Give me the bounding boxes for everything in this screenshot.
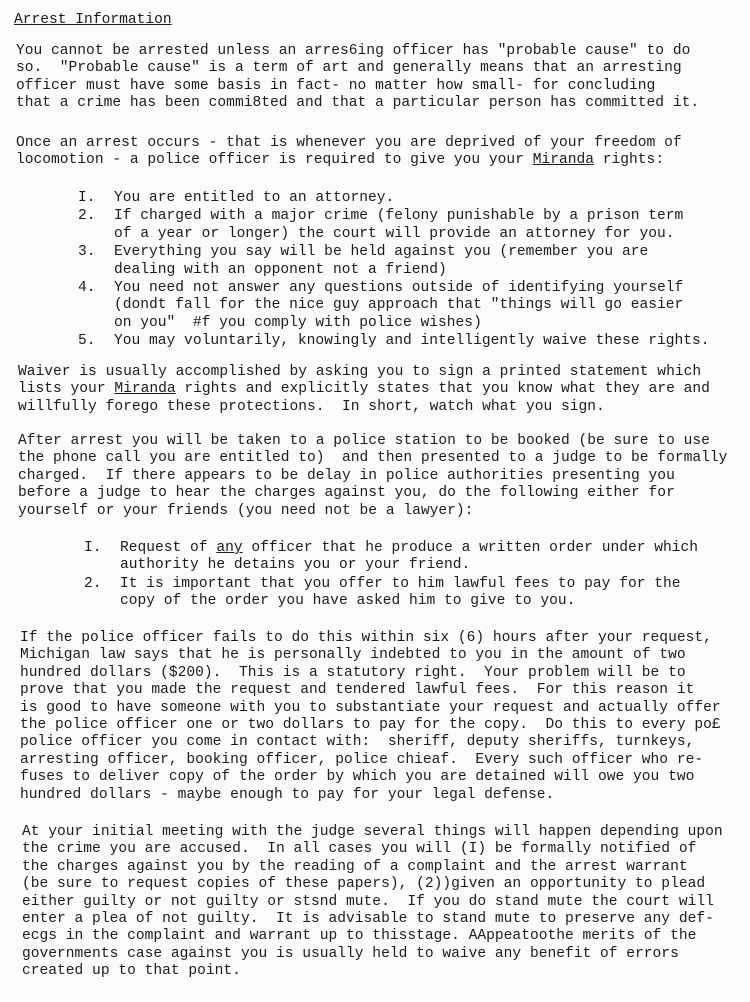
list-item-text: You are entitled to an attorney. (114, 190, 395, 206)
list-item (78, 208, 710, 243)
list-item (84, 576, 698, 611)
list-item-number: 3. (78, 244, 96, 261)
list-item (78, 190, 710, 207)
paragraph-waiver (18, 364, 710, 416)
list-item-number: 2. (78, 208, 96, 225)
list-item (84, 540, 698, 575)
any-term: any (216, 540, 243, 556)
list-item-text: It is important that you offer to him lawful fees to pay for the copy of the order you have asked him to give to you. (120, 575, 681, 610)
list-item-text: You may voluntarily, knowingly and intelligently waive these rights. (114, 333, 710, 350)
paragraph-waiver-text-a: Waiver is usually accomplished by asking you to sign a printed statement which lists your (18, 364, 702, 398)
list-item-text-a: Request of (120, 540, 217, 556)
paragraph-miranda-intro-text-a: Once an arrest occurs - that is whenever you are deprived of your freedom of locomotion - a police officer is required to give you your (16, 135, 682, 169)
request-list (84, 540, 698, 612)
list-item-text: If charged with a major crime (felony punishable by a prison term of a year or longer) the court will provide an attorney for you. (114, 208, 684, 242)
list-item (78, 280, 710, 332)
list-item (78, 244, 710, 279)
paragraph-miranda-intro (16, 135, 682, 170)
paragraph-miranda-intro-text-b: rights: (594, 152, 665, 169)
paragraph-statutory-right: If the police officer fails to do this within six (6) hours after your request, Michigan law says that he is personally indebted to you in the amount of two hundred dollars ($200). This is a statutory right. Your problem will be to prove that you made the request and tendered lawful fees. For this reason it is good to have someone with you to substantiate your request and actually offer the police officer one or two dollars to pay for the copy. Do this to every po£ police officer you come in contact with: sheriff, deputy sheriffs, turnkeys, arresting officer, booking officer, police chieaf. Every such officer who re- fuses to deliver copy of the order by which you are detained will owe you two hundred dollars - maybe enough to pay for your legal defense. (20, 630, 721, 803)
miranda-term: Miranda (114, 381, 176, 398)
list-item-text-b: officer that he produce a written order under which authority he detains you or your friend. (120, 540, 699, 574)
miranda-term: Miranda (532, 152, 595, 169)
paragraph-probable-cause: You cannot be arrested unless an arres6ing officer has "probable cause" to do so. "Probable cause" is a term of art and generally means that an arresting officer must have some basis in fact- no matter how small- for concluding that a crime has been commi8ted and that a particular person has committed it. (16, 43, 700, 112)
paragraph-waiver-text-b: rights and explicitly states that you know what they are and willfully forego these protections. In short, watch what you sign. (18, 381, 710, 415)
list-item-text (84, 540, 698, 575)
list-item-number: 5. (78, 333, 96, 350)
list-item (78, 333, 710, 350)
list-item-number: I. (78, 190, 96, 206)
list-item-number: I. (84, 540, 102, 556)
paragraph-after-arrest: After arrest you will be taken to a police station to be booked (be sure to use the phone call you are entitled to) and then presented to a judge to be formally charged. If there appears to be delay in police authorities presenting you before a judge to hear the charges against you, do the following either for yourself or your friends (you need not be a lawyer): (18, 433, 728, 519)
list-item-text: You need not answer any questions outside of identifying yourself (dondt fall for the nice guy approach that "things will go easier on you" #f you comply with police wishes) (114, 280, 684, 331)
paragraph-initial-meeting: At your initial meeting with the judge several things will happen depending upon the crime you are accused. In all cases you will (I) be formally notified of the charges against you by the reading of a complaint and the arrest warrant (be sure to request copies of these papers), (2))given an opportunity to plead either guilty or not guilty or stsnd mute. If you do stand mute the court will enter a plea of not guilty. It is advisable to stand mute to preserve any def- ecgs in the complaint and warrant up to thisstage. AAppeatoothe merits of the governments case against you is usually held to waive any benefit of errors created up to that point. (22, 824, 723, 980)
list-item-number: 2. (84, 575, 102, 592)
list-item-text: Everything you say will be held against you (remember you are dealing with an opponent not a friend) (114, 244, 649, 278)
miranda-rights-list (78, 190, 710, 352)
document-heading: Arrest Information (14, 12, 172, 28)
list-item-number: 4. (78, 280, 96, 297)
